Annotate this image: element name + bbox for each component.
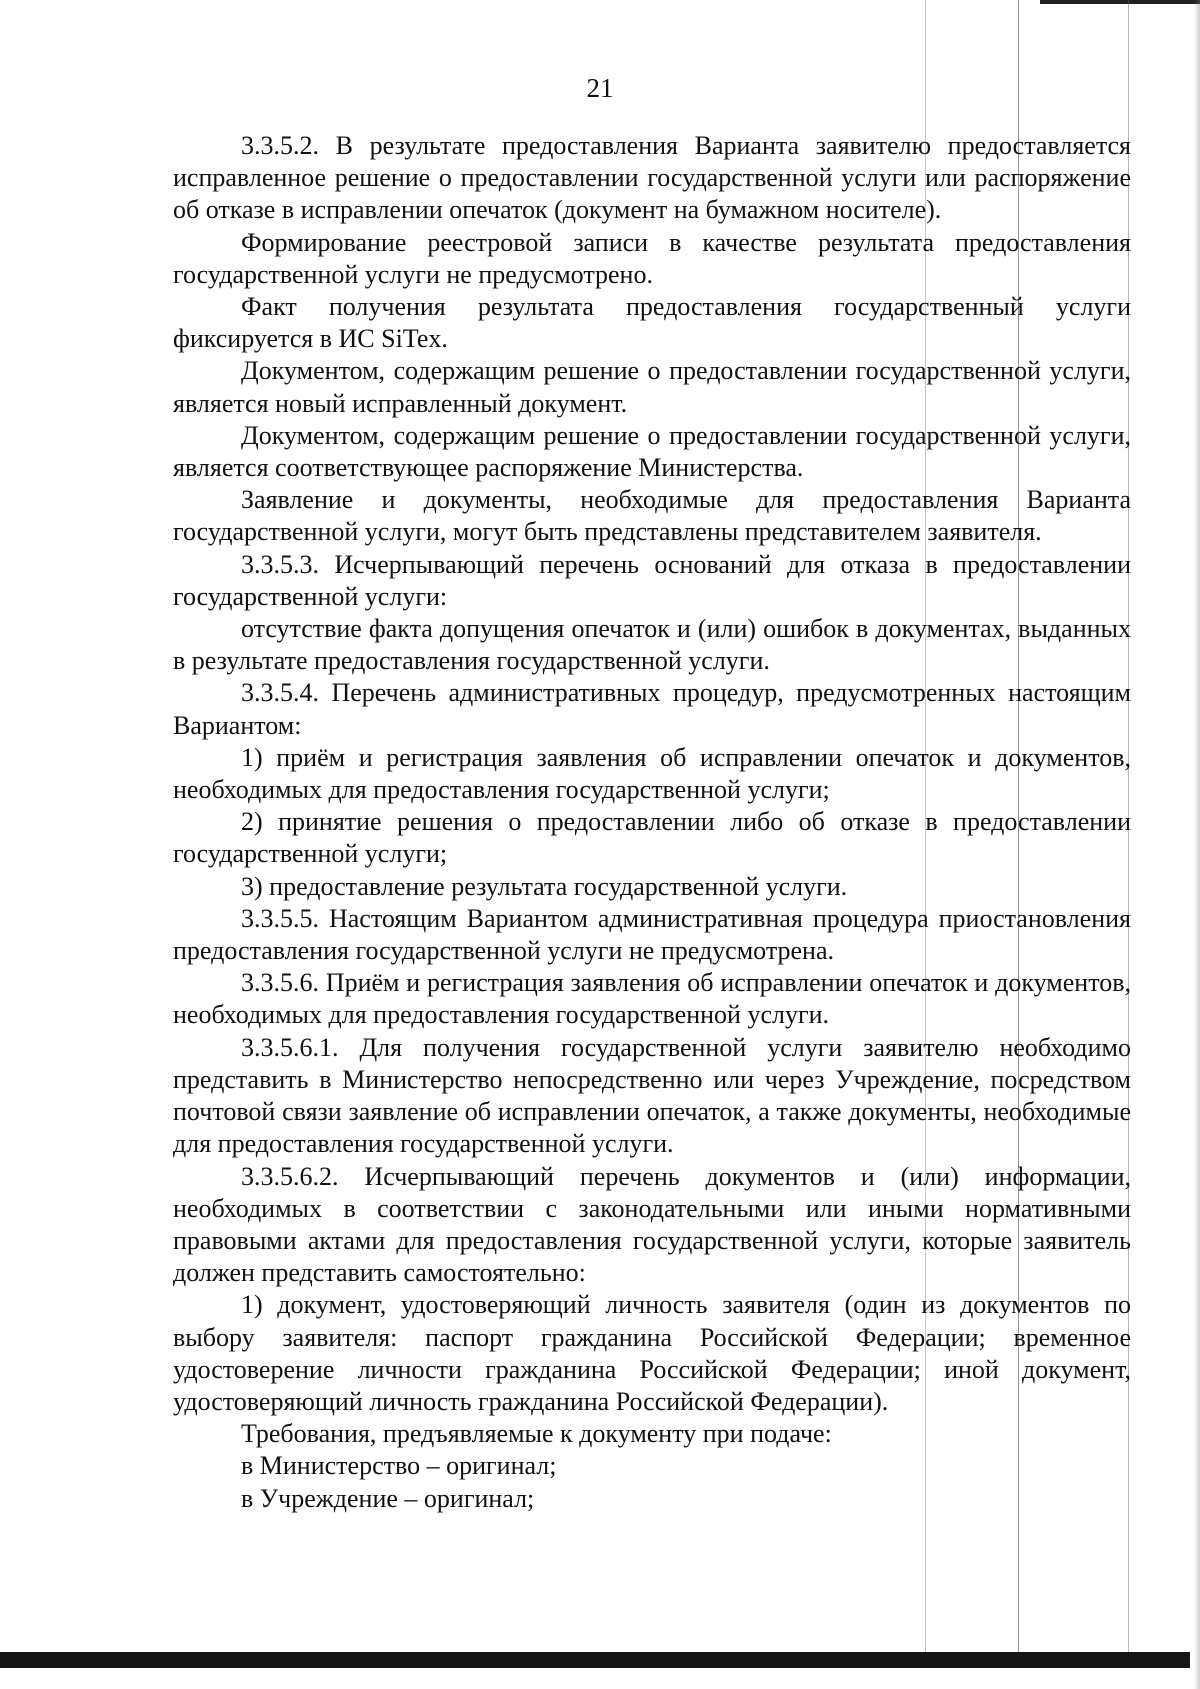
paragraph: 3.3.5.5. Настоящим Вариантом административная процедура приостановления предоставления государственной услуги не предусмотрена. [173,903,1131,966]
paragraph: 3.3.5.3. Исчерпывающий перечень оснований для отказа в предоставлении государственной услуги: [173,549,1131,611]
scan-artifact-bottom [0,1652,1190,1668]
paragraph: Документом, содержащим решение о предоставлении государственной услуги, является новый исправленный документ. [173,356,1131,418]
paragraph: отсутствие факта допущения опечаток и (или) ошибок в документах, выданных в результате предоставления государственной услуги. [173,614,1131,676]
paragraph: Формирование реестровой записи в качестве результата предоставления государственной услуги не предусмотрено. [173,227,1131,289]
paragraph: 1) документ, удостоверяющий личность заявителя (один из документов по выбору заявителя: паспорт гражданина Российской Федерации; временное удостоверение личности гражданина Российской Федерации; иной документ, удостоверяющий личность гражданина Российской Федерации). [173,1290,1131,1416]
paragraph: 2) принятие решения о предоставлении либо об отказе в предоставлении государственной услуги; [173,807,1131,869]
paragraph: 3.3.5.4. Перечень административных процедур, предусмотренных настоящим Вариантом: [173,678,1131,740]
paragraph: Факт получения результата предоставления государственный услуги фиксируется в ИС SiTex. [173,292,1131,354]
paragraph: 3.3.5.6. Приём и регистрация заявления об исправлении опечаток и документов, необходимых для предоставления государственной услуги. [173,968,1131,1030]
page-number: 21 [586,73,614,103]
paragraph: 3.3.5.6.2. Исчерпывающий перечень документов и (или) информации, необходимых в соответствии с законодательными или иными нормативными правовыми актами для предоставления государственной услуги, которые заявитель должен представить самостоятельно: [173,1161,1131,1288]
paragraph: 3) предоставление результата государственной услуги. [241,871,848,901]
paragraph: 3.3.5.6.1. Для получения государственной услуги заявителю необходимо представить в Министерство непосредственно или через Учреждение, посредством почтовой связи заявление об исправлении опечаток, а также документы, необходимые для предоставления государственной услуги. [173,1032,1131,1159]
paragraph: в Учреждение – оригинал; [241,1483,535,1513]
paragraph: в Министерство – оригинал; [241,1451,557,1481]
scan-artifact-top [1040,0,1200,4]
scan-artifact-edge [1194,0,1200,1689]
paragraph: Документом, содержащим решение о предоставлении государственной услуги, является соответствующее распоряжение Министерства. [173,420,1131,483]
paragraph: Требования, предъявляемые к документу при подаче: [241,1419,832,1449]
paragraph: 1) приём и регистрация заявления об исправлении опечаток и документов, необходимых для предоставления государственной услуги; [173,742,1131,805]
document-body [173,130,1131,1515]
paragraph: 3.3.5.2. В результате предоставления Варианта заявителю предоставляется исправленное решение о предоставлении государственной услуги или распоряжение об отказе в исправлении опечаток (документ на бумажном носителе). [173,131,1131,225]
paragraph: Заявление и документы, необходимые для предоставления Варианта государственной услуги, могут быть представлены представителем заявителя. [173,485,1131,547]
